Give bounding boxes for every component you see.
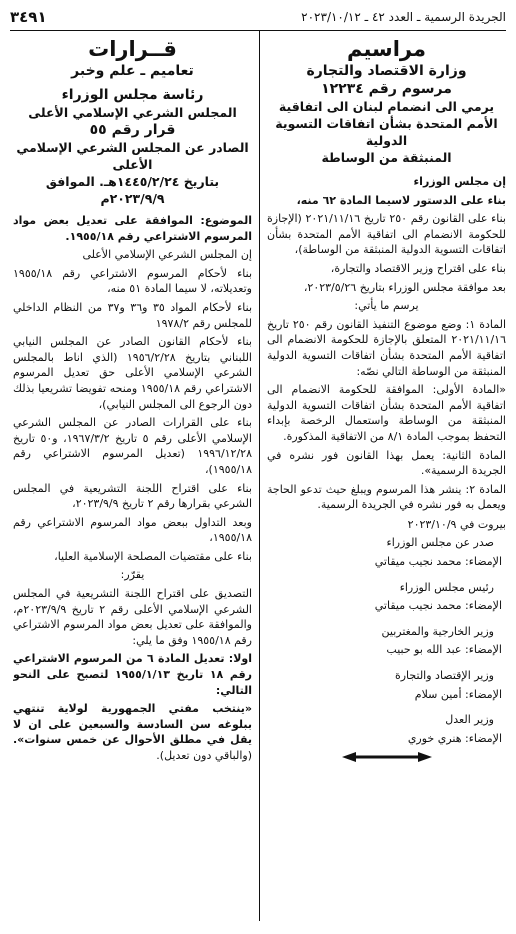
ministry-title: وزارة الاقتصاد والتجارة — [306, 63, 467, 79]
decree-article-first: «المادة الأولى: الموافقة للحكومة الانضمام الى اتفاقية الأمم المتحدة بشأن اتفاقات التسوية الدولية المنبثقة من الوساطة واستعمال الرخصة بإبداء التحفظ بموجب المادة ٨/١ من الاتفاقية المذكورة. — [267, 383, 506, 443]
decree-para: إن مجلس الوزراء — [413, 175, 506, 188]
decrees-column — [260, 31, 506, 921]
decree-para: بناء على اقتراح وزير الاقتصاد والتجارة، — [330, 261, 506, 275]
decree-article-2: المادة ٢: ينشر هذا المرسوم ويبلغ حيث تدعو الحاجة ويعمل به فور نشره في الجريدة الرسمية. — [267, 482, 506, 512]
decisions-column — [13, 31, 259, 921]
amendment-quote: «ينتخب مفتي الجمهورية لولاية تنتهي ببلوغه سن السادسة والسبعين على ان لا يقل في مطلق الأحوال عن خمس سنوات». — [13, 702, 252, 747]
issued-line-2: بتاريخ ١٤٤٥/٢/٢٤هـ. الموافق ٢٠٢٣/٩/٩م — [45, 174, 220, 206]
presidency-title: رئاسة مجلس الوزراء — [61, 87, 204, 103]
decisions-section-title: قــرارات — [88, 37, 177, 61]
pm-title: رئيس مجلس الوزراء — [399, 580, 494, 594]
decision-para: بناء على القرارات الصادر عن المجلس الشرعي الإسلامي الأعلى رقم ٥ تاريخ ١٩٦٧/٣/٢، و٥٠ تاريخ ١٩٩٦/١٢/٢٨ (تعديل المرسوم الاشتراعي رقم ١٩٥٥/١٨)، — [13, 416, 252, 476]
end-ornament — [267, 752, 506, 762]
issued-line-1: الصادر عن المجلس الشرعي الإسلامي الأعلى — [16, 140, 249, 172]
decisions-subtitle: تعاميم ـ علم وخبر — [71, 63, 194, 79]
justice-minister-title: وزير العدل — [445, 713, 494, 727]
amendment-quote-block — [13, 701, 252, 763]
economy-minister-title: وزير الإقتصاد والتجارة — [394, 669, 494, 683]
end-ornament-icon — [342, 752, 432, 762]
decree-number: مرسوم رقم ١٢٢٣٤ — [321, 81, 452, 97]
decision-para: بناء لأحكام القانون الصادر عن المجلس النيابي اللبناني بتاريخ ١٩٥٦/٢/٢٨ (الذي اناط بالمجلس الشرعي الإسلامي الأعلى حق تعديل المرسوم الاشتراعي رقم ١٩٥٥/١٨ ومنحه تفويضا تشريعيا بذلك دون الرجوع الى المجلس النيابي)، — [13, 335, 252, 411]
decree-para: بناء على القانون رقم ٢٥٠ تاريخ ٢٠٢١/١١/١٦ (الإجازة للحكومة الانضمام الى اتفاقية الأمم المتحدة بشأن اتفاقات التسوية الدولية المنبثقة من الوساطة)، — [267, 212, 506, 257]
decrees-section-title: مراسيم — [347, 37, 426, 61]
decree-para: بناء على الدستور لاسيما المادة ٦٢ منه، — [296, 193, 506, 207]
decision-para: وبعد التداول ببعض مواد المرسوم الاشتراعي رقم ١٩٥٥/١٨، — [13, 515, 252, 545]
amendment-quote-tail: (والباقي دون تعديل). — [156, 749, 252, 762]
decree-decrees-line: يرسم ما يأتي: — [354, 299, 419, 313]
page-header — [10, 6, 506, 28]
issued-by: صدر عن مجلس الوزراء — [386, 536, 494, 550]
decree-subject-1: يرمي الى انضمام لبنان الى اتفاقية — [278, 99, 495, 114]
signature-4: الإمضاء: أمين سلام — [414, 687, 502, 701]
amendment-first: اولا: تعديل المادة ٦ من المرسوم الاشتراعي رقم ١٨ تاريخ ١٩٥٥/١/١٣ لتصبح على النحو التالي: — [13, 652, 253, 697]
decree-article-1: المادة ١: وضع موضوع التنفيذ القانون رقم ٢٥٠ تاريخ ٢٠٢١/١١/١٦ المتعلق بالإجازة للحكومة الانضمام الى اتفاقية الأمم المتحدة بشأن اتفاقات التسوية الدولية المنبثقة من الوساطة التالي نصّه: — [267, 317, 506, 378]
decree-article-second: المادة الثانية: يعمل بهذا القانون فور نشره في الجريدة الرسمية». — [267, 448, 506, 478]
page-number: ٣٤٩١ — [10, 8, 47, 26]
decision-para: إن المجلس الشرعي الإسلامي الأعلى — [82, 248, 252, 262]
column-divider — [259, 31, 260, 921]
decision-para: بناء على اقتراح اللجنة التشريعية في المجلس الشرعي بقرارها رقم ٢ تاريخ ٢٠٢٣/٩/٩، — [13, 481, 252, 511]
decision-para: بناء لأحكام المواد ٣٥ و٣٦ و٣٧ من النظام الداخلي للمجلس رقم ١٩٧٨/٢ — [13, 300, 253, 330]
signature-2: الإمضاء: محمد نجيب ميقاتي — [374, 599, 502, 613]
two-column-body — [10, 31, 506, 921]
signature-3: الإمضاء: عبد الله بو حبيب — [386, 643, 502, 657]
decree-subject-2: الأمم المتحدة بشأن اتفاقات التسوية الدولية — [275, 116, 498, 148]
place-date: بيروت في ٢٠٢٣/١٠/٩ — [407, 517, 506, 531]
decree-para: بعد موافقة مجلس الوزراء بتاريخ ٢٠٢٣/٥/٢٦، — [303, 280, 506, 294]
decision-number: قرار رقم ٥٥ — [89, 122, 176, 138]
decides-line: يقرّر: — [120, 568, 145, 582]
signature-1: الإمضاء: محمد نجيب ميقاتي — [374, 555, 502, 569]
decision-subject: الموضوع: الموافقة على تعديل بعض مواد المرسوم الاشتراعي رقم ١٩٥٥/١٨. — [13, 214, 252, 243]
decree-subject-3: المنبثقة من الوساطة — [321, 150, 452, 165]
foreign-minister-title: وزير الخارجية والمغتربين — [381, 624, 494, 638]
council-title: المجلس الشرعي الإسلامي الأعلى — [28, 105, 237, 120]
decision-ratification: التصديق على اقتراح اللجنة التشريعية في المجلس الشرعي الإسلامي الأعلى رقم ٢ تاريخ ٢٠٢٣/٩/٩م، والموافقة على تعديل بعض مواد المرسوم الاشتراعي رقم ١٩٥٥/١٨ وفق ما يلي: — [13, 587, 252, 647]
signature-5: الإمضاء: هنري خوري — [407, 731, 502, 745]
decision-para: بناء على مقتضيات المصلحة الإسلامية العليا، — [54, 549, 252, 563]
journal-issue-line: الجريدة الرسمية ـ العدد ٤٢ ـ ٢٠٢٣/١٠/١٢ — [301, 10, 506, 24]
decision-para: بناء لأحكام المرسوم الاشتراعي رقم ١٩٥٥/١٨ وتعديلاته، لا سيما المادة ٥١ منه، — [13, 266, 252, 296]
